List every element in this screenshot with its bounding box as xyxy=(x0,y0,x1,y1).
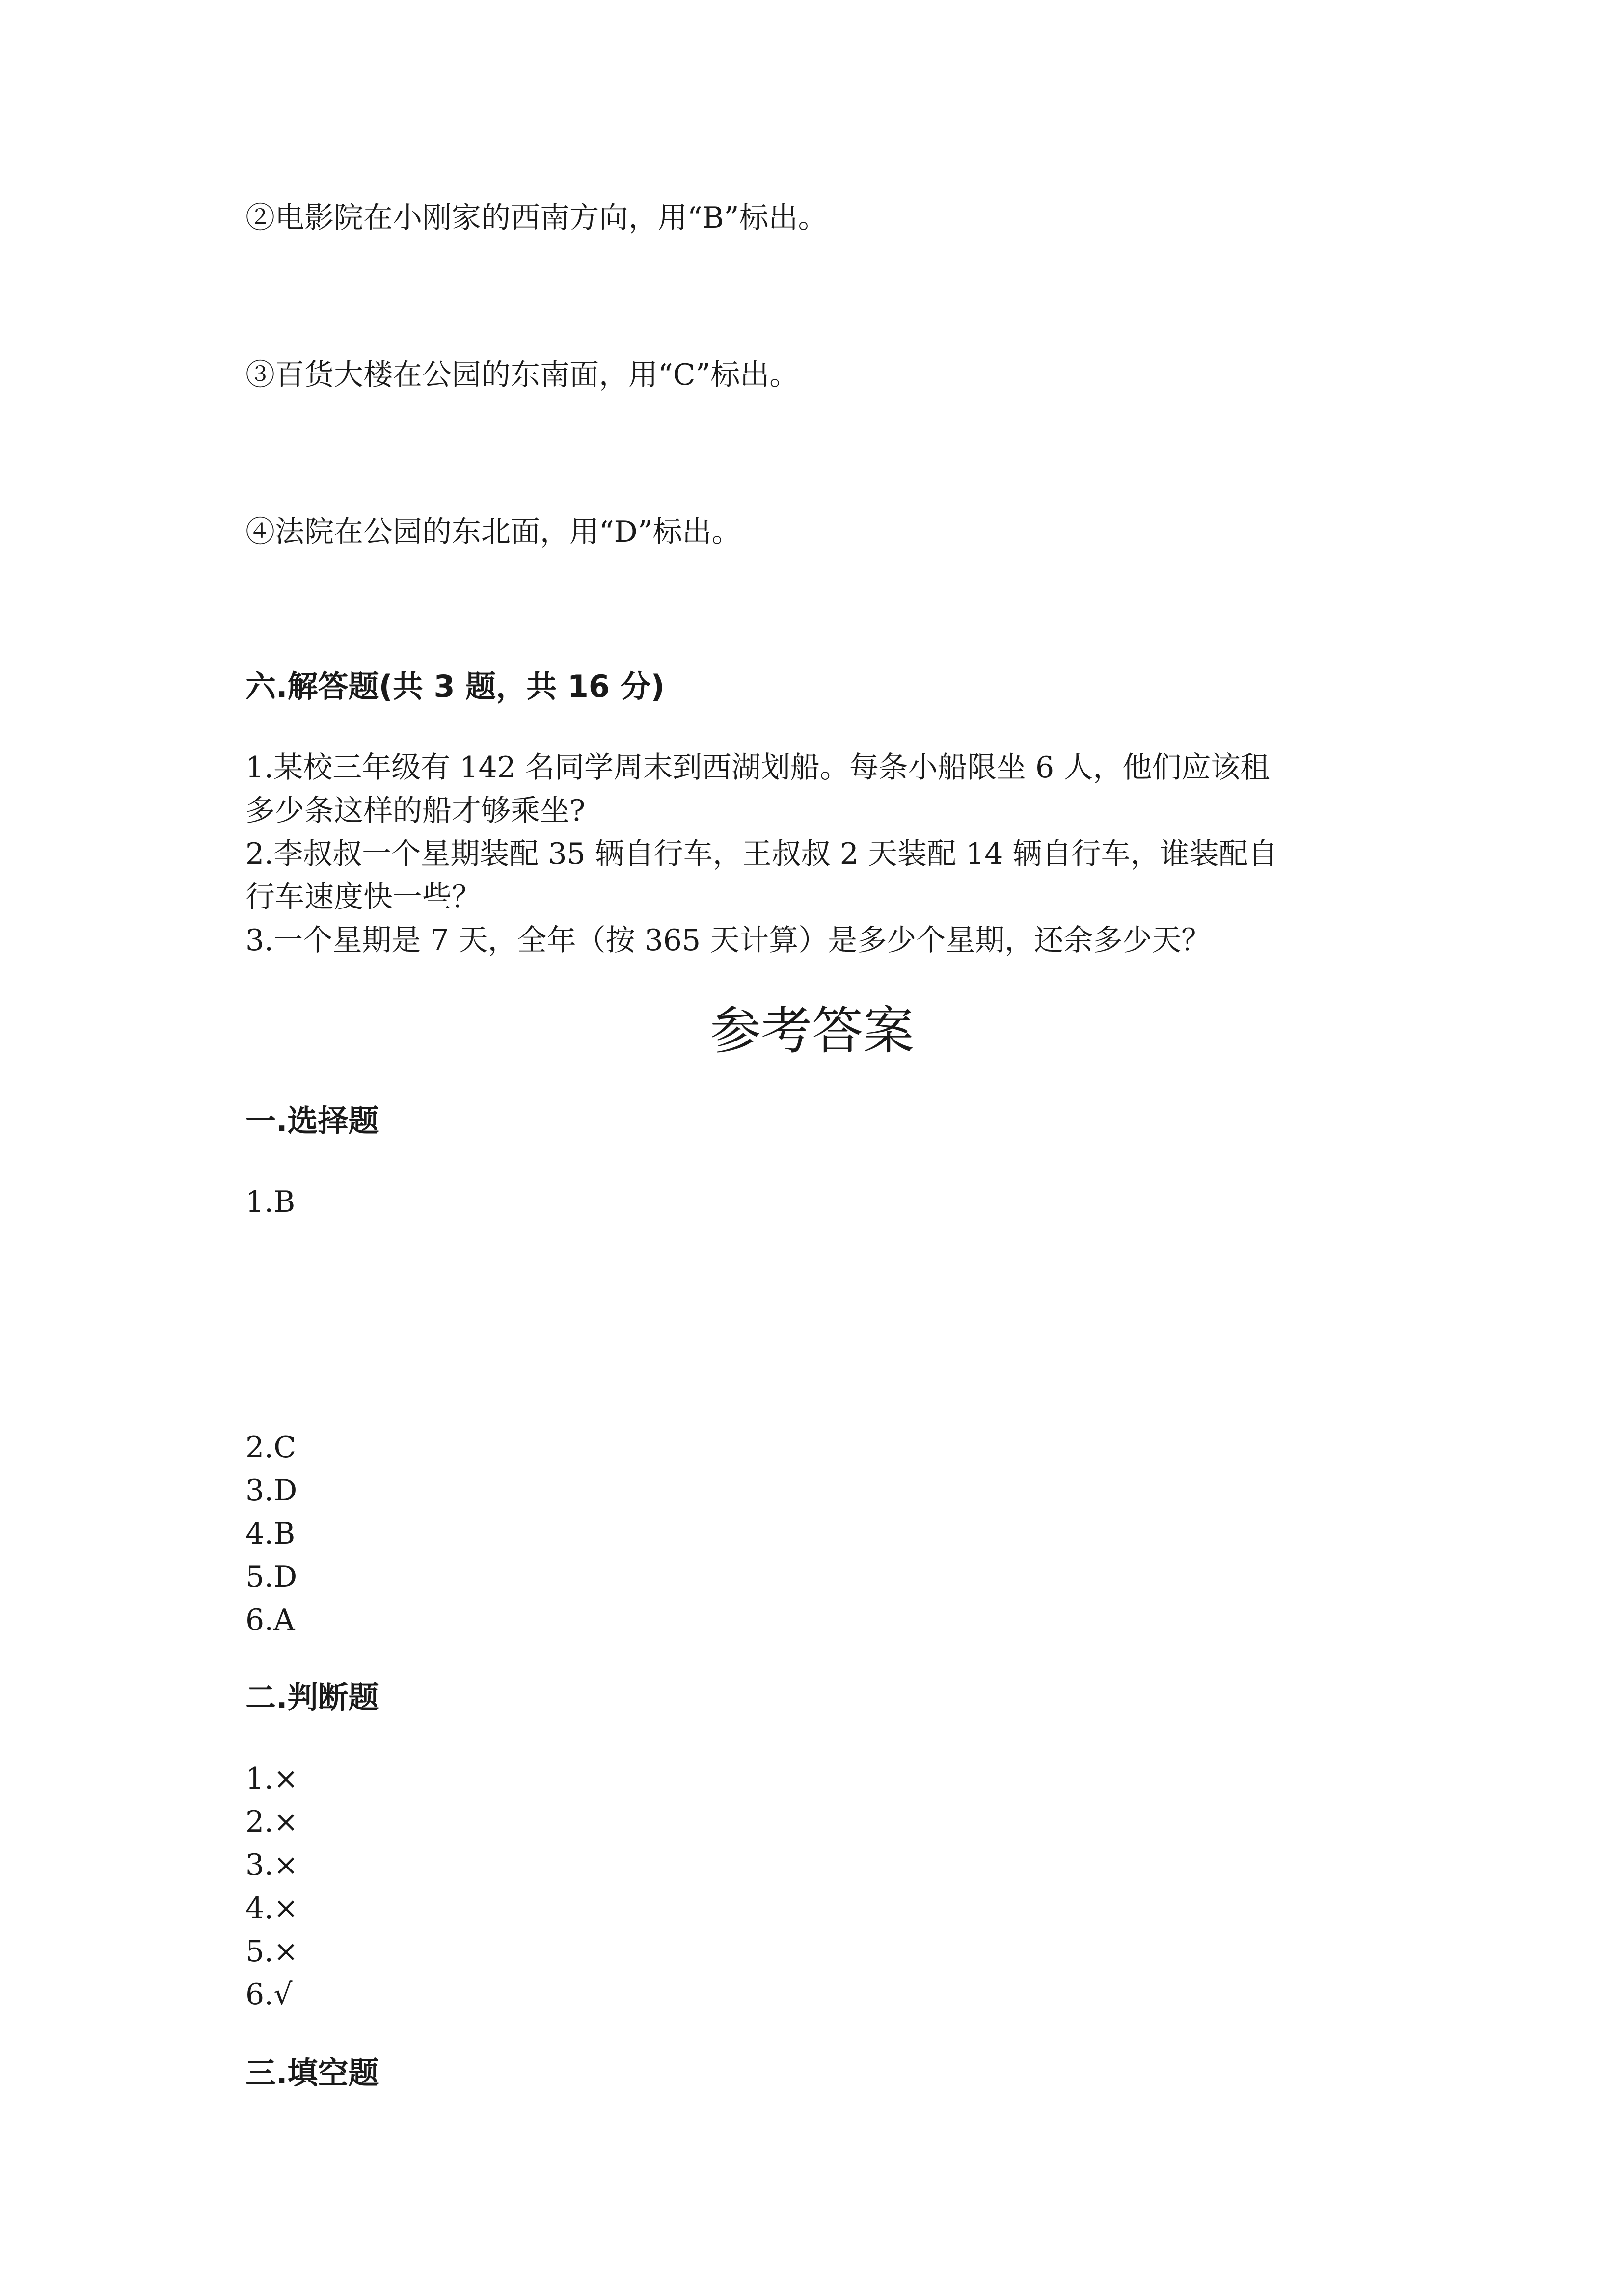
question-line: 1.某校三年级有 142 名同学周末到西湖划船。每条小船限坐 6 人，他们应该租 xyxy=(245,750,1270,785)
section-heading-word-problems: 六.解答题(共 3 题，共 16 分) xyxy=(245,668,665,704)
answer-item: 1.B xyxy=(245,1185,296,1219)
question-line: 2.李叔叔一个星期装配 35 辆自行车，王叔叔 2 天装配 14 辆自行车，谁装配自 xyxy=(245,837,1278,871)
section-heading-fill-blank: 三.填空题 xyxy=(245,2055,379,2091)
answer-item: 3.D xyxy=(245,1473,298,1508)
answer-item: 4.B xyxy=(245,1517,296,1551)
answer-item: 6.√ xyxy=(245,1977,293,2012)
answer-item: 3.× xyxy=(245,1848,298,1882)
answer-key-title: 参考答案 xyxy=(709,1001,914,1061)
answer-item: 1.× xyxy=(245,1762,298,1796)
answer-item: 2.× xyxy=(245,1805,298,1839)
section-heading-choice: 一.选择题 xyxy=(245,1103,379,1139)
answer-item: 2.C xyxy=(245,1430,297,1465)
instruction-d: ④法院在公园的东北面，用“D”标出。 xyxy=(245,515,741,549)
answer-item: 5.× xyxy=(245,1934,298,1969)
question-line: 3.一个星期是 7 天，全年（按 365 天计算）是多少个星期，还余多少天？ xyxy=(245,923,1211,958)
question-line: 多少条这样的船才够乘坐? xyxy=(245,794,586,828)
question-line: 行车速度快一些？ xyxy=(245,880,481,914)
answer-item: 4.× xyxy=(245,1891,298,1925)
section-heading-judgement: 二.判断题 xyxy=(245,1680,379,1715)
answer-item: 5.D xyxy=(245,1560,298,1594)
answer-item: 6.A xyxy=(245,1603,295,1637)
instruction-c: ③百货大楼在公园的东南面，用“C”标出。 xyxy=(245,358,799,392)
instruction-b: ②电影院在小刚家的西南方向，用“B”标出。 xyxy=(245,201,828,235)
